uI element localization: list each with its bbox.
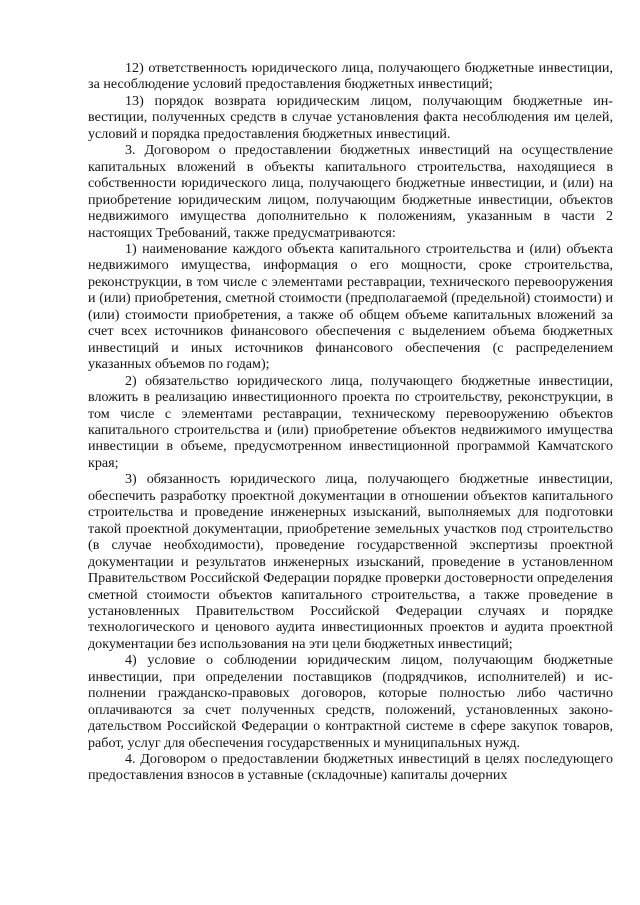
- paragraph-section-3: 3. Договором о предоставлении бюджетных инвестиций на осуществление капитальных вложений в объекты капитального строительства, находящиеся в собственности юридического лица, получающего бюджетные инвестиции, и (или) на приобретение юридическим лицом, получающим бюджетные инвестиции, объектов недвижимого имущества дополнительно к положениям, указанным в части 2 настоящих Требований, также предусматриваются:: [88, 142, 613, 241]
- paragraph-item-4: 4) условие о соблюдении юридическим лицом, получающим бюджетные инвестиции, при определении поставщиков (подрядчиков, исполнителей) и исполнении гражданско-правовых договоров, которые полностью либо частично оплачиваются за счет полученных средств, положений, установленных законодательством Российской Федерации о контрактной системе в сфере закупок товаров, работ, услуг для обеспечения государственных и муниципальных нужд.: [88, 652, 613, 751]
- document-body: [88, 60, 613, 784]
- paragraph-item-3: 3) обязанность юридического лица, получающего бюджетные инвестиции, обеспечить разработку проектной документации в отношении объектов капитального строительства и проведение инженерных изысканий, выполняемых для подготовки такой проектной документации, приобретение земельных участков под строительство (в случае необходимости), проведение государственной экспертизы проектной документации и результатов инженерных изысканий, проведение в установленном Правительством Российской Федерации порядке проверки достоверности определения сметной стоимости объектов капитального строительства, а также проведение в установленных Правительством Российской Федерации случаях и порядке технологического и ценового аудита инвестиционных проектов и аудита проектной документации без использования на эти цели бюджетных инвестиций;: [88, 471, 613, 652]
- paragraph-item-13: 13) порядок возврата юридическим лицом, получающим бюджетные инвестиции, полученных средств в случае установления факта несоблюдения им целей, условий и порядка предоставления бюджетных инвестиций.: [88, 92, 613, 142]
- paragraph-item-1: 1) наименование каждого объекта капитального строительства и (или) объекта недвижимого имущества, информация о его мощности, сроке строительства, реконструкции, в том числе с элементами реставрации, технического перевооружения и (или) приобретения, сметной стоимости (предполагаемой (предельной) стоимости) и (или) стоимости приобретения, а также об общем объеме капитальных вложений за счет всех источников финансового обеспечения с выделением объема бюджетных инвестиций и иных источников финансового обеспечения (с распределением указанных объемов по годам);: [88, 240, 613, 373]
- paragraph-item-12: 12) ответственность юридического лица, получающего бюджетные инвестиции, за несоблюдение условий предоставления бюджетных инвестиций;: [88, 60, 613, 93]
- paragraph-item-2: 2) обязательство юридического лица, получающего бюджетные инвестиции, вложить в реализацию инвестиционного проекта по строительству, реконструкции, в том числе с элементами реставрации, техническому перевооружению объектов капитального строительства и (или) приобретение объектов недвижимого имущества инвестиции в объеме, предусмотренном инвестиционной программой Камчатского края;: [88, 372, 613, 471]
- paragraph-section-4: 4. Договором о предоставлении бюджетных инвестиций в целях последующего предоставления взносов в уставные (складочные) капиталы дочерних: [88, 751, 613, 784]
